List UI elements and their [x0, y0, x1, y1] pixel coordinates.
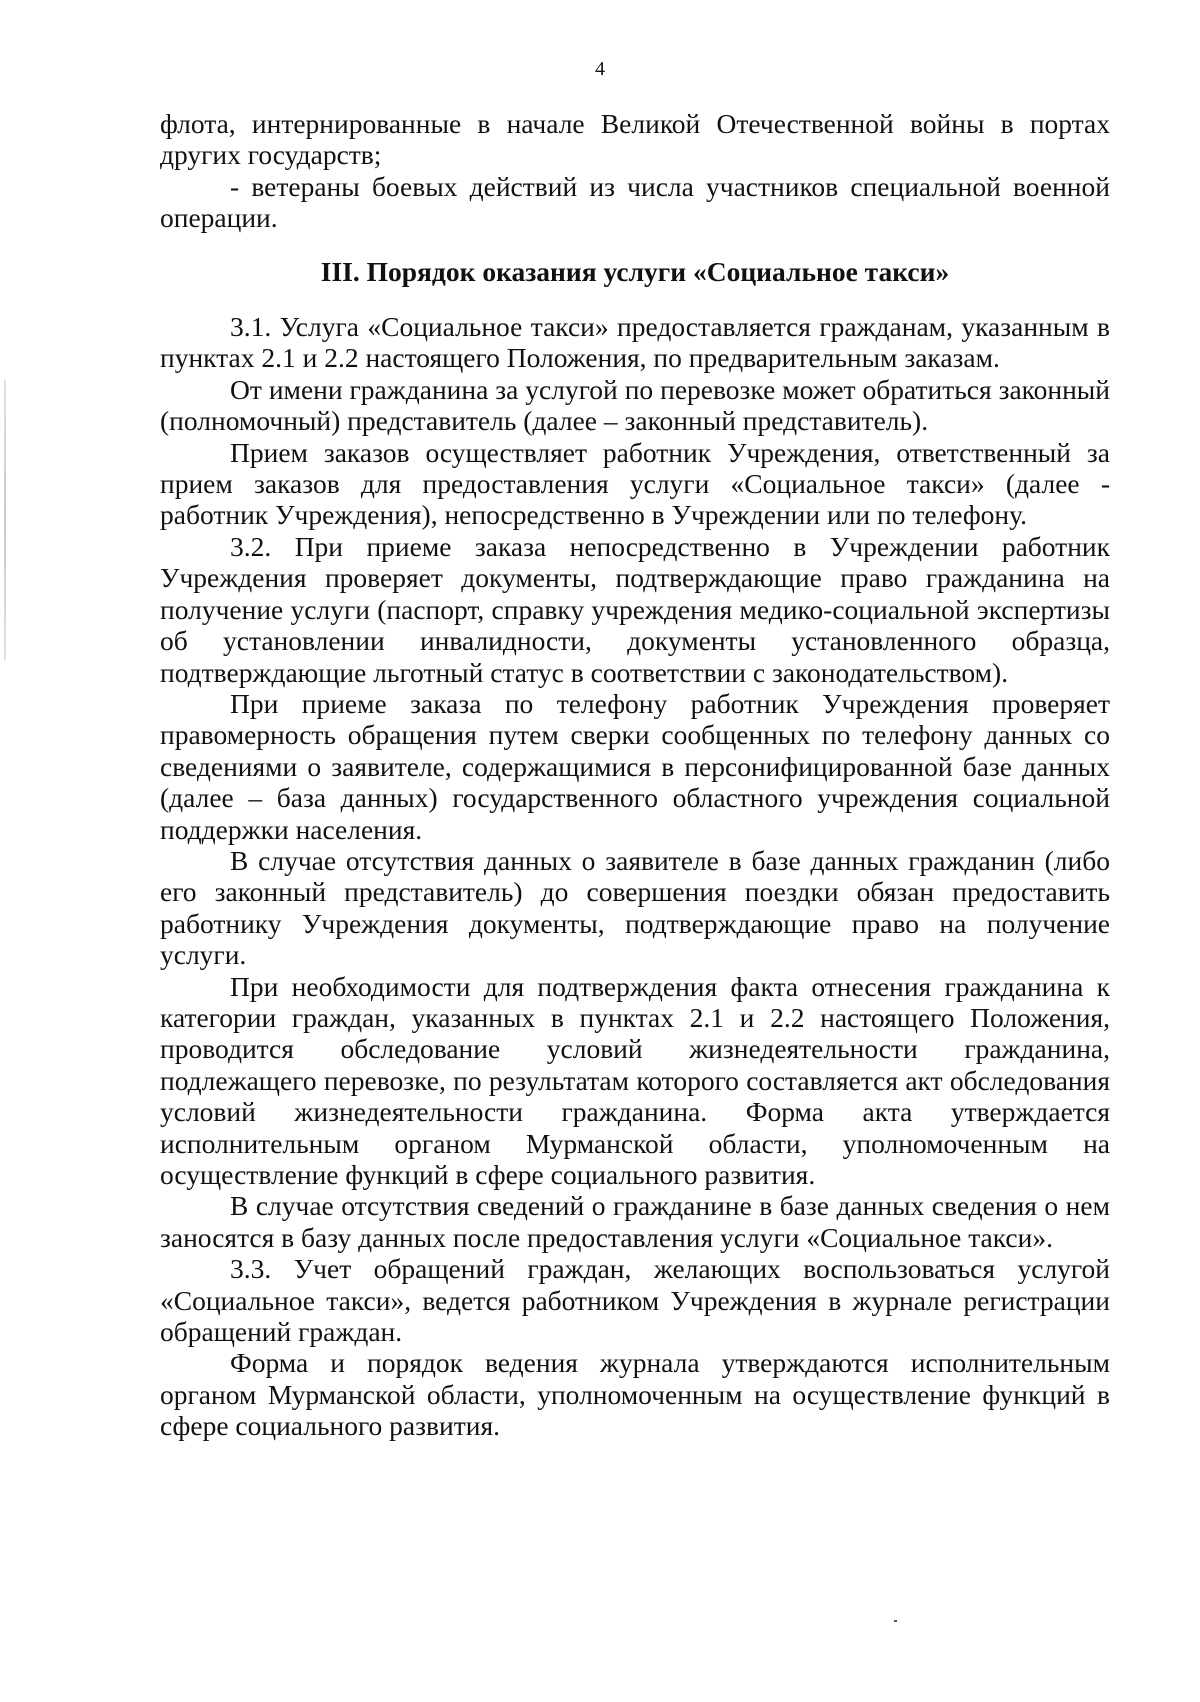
- paragraph-veterans: - ветераны боевых действий из числа участников специальной военной операции.: [160, 170, 1110, 234]
- page-number: 4: [595, 58, 605, 80]
- paragraph-journal-form: Форма и порядок ведения журнала утверждаются исполнительным органом Мурманской области, уполномоченным на осуществление функций в сфере социального развития.: [160, 1347, 1110, 1442]
- scan-speck: [894, 1620, 897, 1622]
- paragraph-3-1: 3.1. Услуга «Социальное такси» предоставляется гражданам, указанным в пунктах 2.1 и 2.2 настоящего Положения, по предварительным заказам.: [160, 311, 1110, 374]
- paragraph-3-2: 3.2. При приеме заказа непосредственно в Учреждении работник Учреждения проверяет документы, подтверждающие право гражданина на получение услуги (паспорт, справку учреждения медико-социальной экспертизы об установлении инвалидности, документы установленного образца, подтверждающие льготный статус в соответствии с законодательством).: [160, 530, 1110, 688]
- paragraph-orders: Прием заказов осуществляет работник Учреждения, ответственный за прием заказов для предоставления услуги «Социальное такси» (далее - работник Учреждения), непосредственно в Учреждении или по телефону.: [160, 436, 1110, 531]
- paragraph-inspection: При необходимости для подтверждения факта отнесения гражданина к категории граждан, указанных в пунктах 2.1 и 2.2 настоящего Положения, проводится обследование условий жизнедеятельности гражданина, подлежащего перевозке, по результатам которого составляется акт обследования условий жизнедеятельности гражданина. Форма акта утверждается исполнительным органом Мурманской области, уполномоченным на осуществление функций в сфере социального развития.: [160, 970, 1110, 1190]
- paragraph-phone-order: При приеме заказа по телефону работник Учреждения проверяет правомерность обращения путем сверки сообщенных по телефону данных со сведениями о заявителе, содержащимися в персонифицированной базе данных (далее – база данных) государственного областного учреждения социальной поддержки населения.: [160, 687, 1110, 845]
- scan-edge-mark: [4, 380, 6, 660]
- paragraph-3-3: 3.3. Учет обращений граждан, желающих воспользоваться услугой «Социальное такси», ведется работником Учреждения в журнале регистрации обращений граждан.: [160, 1253, 1110, 1348]
- paragraph-missing-data: В случае отсутствия данных о заявителе в базе данных гражданин (либо его законный представитель) до совершения поездки обязан предоставить работнику Учреждения документы, подтверждающие право на получение услуги.: [160, 844, 1110, 971]
- paragraph-database-entry: В случае отсутствия сведений о гражданине в базе данных сведения о нем заносятся в базу данных после предоставления услуги «Социальное такси».: [160, 1190, 1110, 1253]
- paragraph-representative: От имени гражданина за услугой по перевозке может обратиться законный (полномочный) представитель (далее – законный представитель).: [160, 373, 1110, 437]
- section-title: III. Порядок оказания услуги «Социальное такси»: [320, 255, 950, 287]
- document-body: [160, 108, 1110, 1442]
- paragraph-continuation: флота, интернированные в начале Великой Отечественной войны в портах других государств;: [160, 108, 1110, 171]
